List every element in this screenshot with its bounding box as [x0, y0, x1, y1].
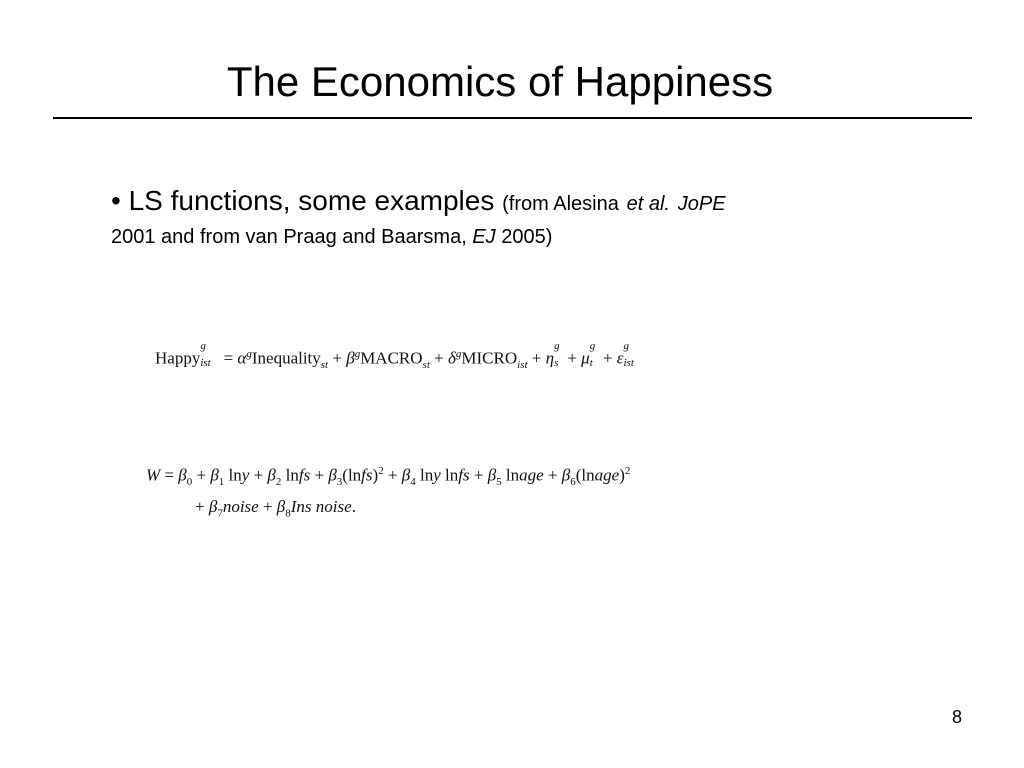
bullet-main-text: LS functions, some examples: [128, 185, 495, 216]
slide-title: The Economics of Happiness: [226, 58, 774, 105]
citation-line2-start: 2001 and from van Praag and Baarsma,: [111, 226, 467, 248]
bullet-item: [111, 182, 891, 251]
citation-line2-end: 2005): [501, 226, 553, 248]
citation-et-al: et al.: [626, 193, 670, 215]
welfare-equation-line-2: + $\beta_7noise + \beta_8Ins$ noise.: [195, 497, 356, 520]
bullet-line-2: [111, 223, 891, 251]
welfare-equation-line-1: $W = \beta_0 + \beta_1$ $\ln y + \beta_2$ lnfs + $\beta_3(lnfs)^2 + \beta_4$ lny lnfs + $\beta_5$ lnage + $\beta_6(lnage)^2$: [146, 465, 631, 489]
bullet-line-1: [111, 182, 891, 223]
citation-journal-ej: EJ: [472, 226, 496, 248]
citation-open: (from Alesina: [502, 193, 619, 215]
title-divider: [53, 117, 972, 119]
bullet-marker: •: [111, 185, 121, 216]
page-number: 8: [951, 707, 962, 727]
happiness-equation: Happy g ist = $\alpha^gInequality_{st}$ + $\beta^gMACRO_{st}$ + $\delta^gMICRO_{ist} + \eta$ g s + μ g t + ε g ist: [155, 339, 634, 372]
citation-journal-jope: JoPE: [677, 193, 726, 215]
